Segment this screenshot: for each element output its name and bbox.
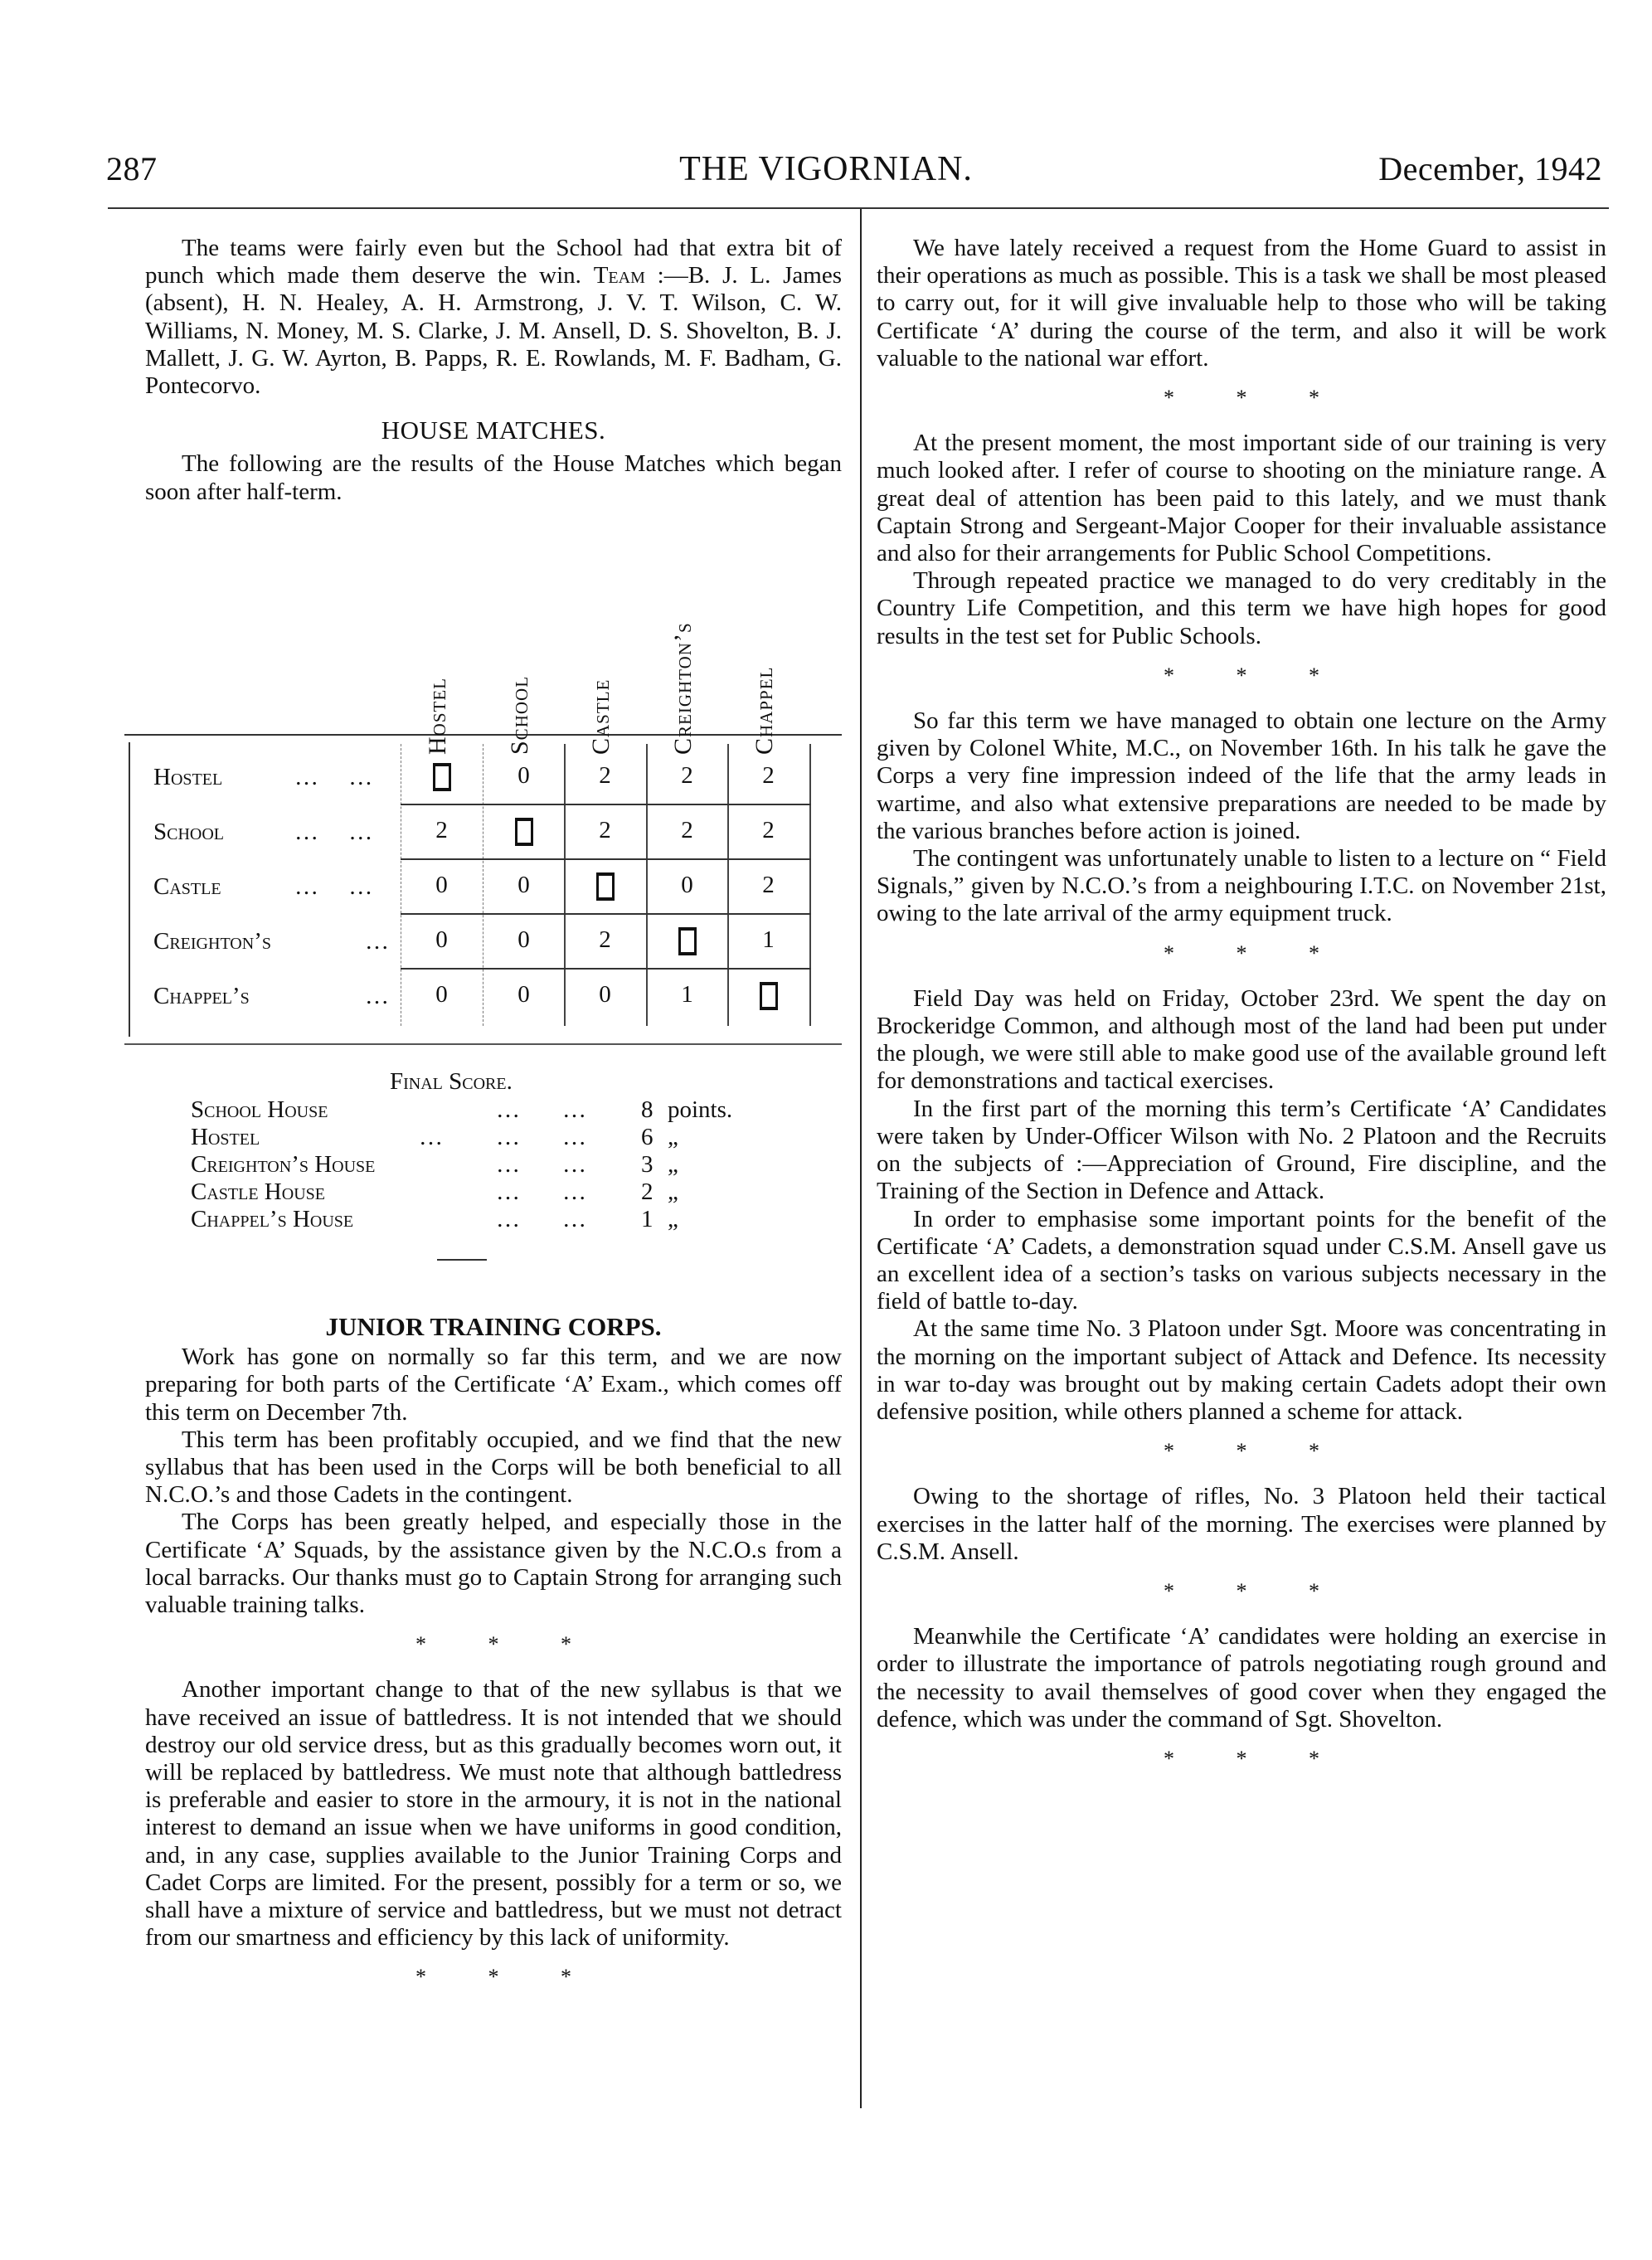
table-row-rule — [401, 968, 811, 970]
points-value: 2 — [641, 1179, 654, 1205]
column-header: School — [505, 675, 533, 755]
score-cell: 0 — [435, 981, 448, 1008]
points-value: 3 — [641, 1151, 654, 1178]
left-column-top — [145, 235, 842, 506]
left-column-jtc — [145, 1298, 842, 2010]
row-label: Creighton’s — [153, 928, 271, 955]
table-row-rule — [401, 913, 811, 915]
leader-dots: … — [496, 1151, 520, 1178]
section-stars: * * * — [415, 1965, 600, 1990]
team-label: Team — [593, 262, 645, 289]
shooting-paragraph: At the present moment, the most important side of our training is very much looked after. I refer of course to shooting on the miniature range. A great deal of attention has been paid to this lately, and we must thank Captain Strong and Sergeant-Major Cooper for their invaluable assistance and also for their arrangements for Public School Competitions. — [877, 430, 1606, 567]
house-matches-table — [124, 543, 842, 1057]
points-value: 6 — [641, 1124, 654, 1150]
score-cell: 2 — [599, 817, 611, 843]
self-match-cell — [497, 817, 551, 846]
section-stars: * * * — [1164, 386, 1348, 411]
column-divider — [860, 209, 862, 2108]
points-value: 8 — [641, 1096, 654, 1123]
rifles-paragraph: Owing to the shortage of rifles, No. 3 Platoon held their tactical exercises in the latter half of the morning. The exercises were planned by C.S.M. Ansell. — [877, 1483, 1606, 1565]
shooting-paragraph: Through repeated practice we managed to do very creditably in the Country Life Competition, and this term we have high hopes for good results in the test set for Public Schools. — [877, 567, 1606, 649]
score-cell: 0 — [681, 872, 693, 898]
section-stars: * * * — [1164, 1746, 1348, 1771]
jtc-paragraph: The Corps has been greatly helped, and especially those in the Certificate ‘A’ Squads, by the assistance given by the N.C.O.s from a local barracks. Our thanks must go to Captain Strong for arranging such valuable training talks. — [145, 1509, 842, 1619]
field-day-paragraph: Field Day was held on Friday, October 23rd. We spent the day on Brockeridge Common, and although most of the land had been put under the plough, we were still able to make good use of the available ground left for demonstrations and tactical exercises. — [877, 984, 1606, 1095]
battledress-paragraph: Another important change to that of the new syllabus is that we have received an issue of battledress. It is not intended that we should destroy our old service dress, but as this gradually becomes worn out, it will be replaced by battledress. We must note that although battledress is preferable and easier to store in the armoury, it is not in the national interest to demand an issue when we have uniforms in good condition, and, in any case, supplies available to the Junior Training Corps and Cadet Corps are limited. For the present, possibly for a term or so, we shall have a mixture of service and battledress, but we must not detract from our smartness and efficiency by this lack of uniformity. — [145, 1676, 842, 1951]
leader-dots: … … — [294, 873, 373, 900]
field-day-paragraph: At the same time No. 3 Platoon under Sgt. Moore was concentrating in the morning on the important subject of Attack and Defence. Its necessity in war to-day was brought out by making certain Cadets adopt their own defensive position, while others planned a scheme for attack. — [877, 1315, 1606, 1425]
box-mark-icon — [760, 982, 778, 1010]
section-separator — [437, 1259, 487, 1261]
score-cell: 2 — [435, 817, 448, 843]
leader-dots: … — [562, 1151, 586, 1178]
team-list: :—B. J. L. James (absent), H. N. Healey, A. H. Armstrong, J. V. T. Wilson, C. W. Williams, N. Money, M. S. Clarke, J. M. Ansell, D. S. Shovelton, B. J. Mallett, J. G. W. Ayrton, B. Papps, R. E. Rowlands, M. F. Badham, G. Pontecorvo. — [145, 262, 842, 400]
column-header: Chappel — [750, 666, 778, 755]
score-cell: 2 — [681, 817, 693, 843]
row-label: School — [153, 819, 225, 845]
column-header: Castle — [586, 678, 615, 755]
table-row-rule — [401, 804, 811, 805]
points-unit: points. — [668, 1096, 733, 1123]
self-match-cell — [415, 762, 469, 791]
section-stars: * * * — [415, 1632, 600, 1657]
row-label: Castle — [153, 873, 221, 900]
house-name: Creighton’s House — [191, 1151, 376, 1178]
publication-title: THE VIGORNIAN. — [679, 150, 973, 188]
jtc-paragraph: This term has been profitably occupied, and we find that the new syllabus that has been used in the Corps will be both beneficial to all N.C.O.’s and those Cadets in the contingent. — [145, 1426, 842, 1509]
box-mark-icon — [433, 763, 451, 791]
issue-date: December, 1942 — [1378, 150, 1602, 187]
home-guard-paragraph: We have lately received a request from the Home Guard to assist in their operations as much as possible. This is a task we shall be most pleased to carry out, for it will give invaluable help to those who will be taking Certificate ‘A’ during the course of the term, and also it will be work valuable to the national war effort. — [877, 235, 1606, 372]
table-left-rule — [129, 742, 130, 1037]
column-header: Hostel — [423, 678, 451, 755]
score-cell: 0 — [517, 872, 530, 898]
leader-dots: … — [562, 1124, 586, 1150]
table-column-rule — [564, 744, 566, 1026]
leader-dots: … — [496, 1124, 520, 1150]
self-match-cell — [741, 981, 796, 1010]
jtc-paragraph: Work has gone on normally so far this term, and we are now preparing for both parts of the Certificate ‘A’ Exam., which comes off this term on December 7th. — [145, 1344, 842, 1426]
leader-dots: … — [496, 1206, 520, 1232]
score-cell: 0 — [517, 926, 530, 953]
points-unit: „ — [668, 1206, 678, 1232]
section-stars: * * * — [1164, 940, 1348, 965]
score-cell: 0 — [435, 872, 448, 898]
header-rule — [108, 207, 1609, 209]
score-cell: 1 — [762, 926, 775, 953]
patrols-paragraph: Meanwhile the Certificate ‘A’ candidates were holding an exercise in order to illustrate the importance of patrols negotiating rough ground and the necessity to avail themselves of good cover when they engaged the defence, which was under the command of Sgt. Shovelton. — [877, 1623, 1606, 1733]
score-cell: 2 — [599, 762, 611, 789]
lecture-paragraph: So far this term we have managed to obtain one lecture on the Army given by Colonel White, M.C., on November 16th. In his talk he gave the Corps a very fine impression indeed of the life that the army leads in wartime, and also what extensive preparations are needed to be made by the various branches before action is joined. — [877, 707, 1606, 844]
table-row-rule — [401, 858, 811, 860]
section-stars: * * * — [1164, 1439, 1348, 1464]
column-header: Creighton’s — [668, 622, 697, 755]
score-cell: 2 — [762, 762, 775, 789]
leader-dots: … — [365, 983, 389, 1009]
self-match-cell — [578, 872, 633, 901]
box-mark-icon — [678, 927, 697, 955]
score-cell: 2 — [762, 872, 775, 898]
points-value: 1 — [641, 1206, 654, 1232]
leader-dots: … — [419, 1124, 443, 1150]
score-cell: 0 — [517, 981, 530, 1008]
score-cell: 0 — [517, 762, 530, 789]
score-cell: 2 — [681, 762, 693, 789]
house-name: Castle House — [191, 1179, 325, 1205]
score-cell: 2 — [599, 926, 611, 953]
points-unit: „ — [668, 1179, 678, 1205]
points-unit: „ — [668, 1124, 678, 1150]
lecture-paragraph: The contingent was unfortunately unable to listen to a lecture on “ Field Signals,” given by N.C.O.’s from a neighbouring I.T.C. on November 21st, owing to the late arrival of the army equipment truck. — [877, 845, 1606, 927]
table-bottom-rule — [124, 1043, 842, 1045]
box-mark-icon — [596, 872, 615, 901]
leader-dots: … … — [294, 819, 373, 845]
self-match-cell — [660, 926, 715, 955]
row-label: Hostel — [153, 764, 223, 790]
leader-dots: … — [562, 1096, 586, 1123]
table-column-rule — [646, 744, 648, 1026]
jtc-heading: JUNIOR TRAINING CORPS. — [325, 1312, 662, 1341]
score-cell: 1 — [681, 981, 693, 1008]
leader-dots: … — [562, 1206, 586, 1232]
table-column-rule — [727, 744, 729, 1026]
section-stars: * * * — [1164, 1578, 1348, 1603]
final-score-title: Final Score. — [390, 1068, 513, 1095]
leader-dots: … … — [294, 764, 373, 790]
table-column-rule — [809, 744, 811, 1026]
match-report-paragraph: The teams were fairly even but the School had that extra bit of punch which made them deserve the win. Team :—B. J. L. James (absent), H. N. Healey, A. H. Armstrong, J. V. T. Wilson, C. W. Williams, N. Money, M. S. Clarke, J. M. Ansell, D. S. Shovelton, B. J. Mallett, J. G. W. Ayrton, B. Papps, R. E. Rowlands, M. F. Badham, G. Pontecorvo. — [145, 235, 842, 400]
leader-dots: … — [496, 1096, 520, 1123]
leader-dots: … — [496, 1179, 520, 1205]
field-day-paragraph: In order to emphasise some important points for the benefit of the Certificate ‘A’ Cadets, a demonstration squad under C.S.M. Ansell gave us an excellent idea of a section’s tasks on various subjects necessary in the field of battle to-day. — [877, 1205, 1606, 1315]
house-matches-intro: The following are the results of the House Matches which began soon after half-term. — [145, 450, 842, 505]
page-number: 287 — [106, 150, 158, 187]
house-name: Hostel — [191, 1124, 260, 1150]
table-top-rule — [124, 734, 842, 736]
score-cell: 2 — [762, 817, 775, 843]
box-mark-icon — [515, 818, 533, 846]
field-day-paragraph: In the first part of the morning this term’s Certificate ‘A’ Candidates were taken by Under-Officer Wilson with No. 2 Platoon and the Recruits on the subjects of :—Appreciation of Ground, Fire discipline, and the Training of the Section in Defence and Attack. — [877, 1095, 1606, 1205]
leader-dots: … — [365, 928, 389, 955]
score-cell: 0 — [435, 926, 448, 953]
row-label: Chappel’s — [153, 983, 250, 1009]
house-matches-heading: HOUSE MATCHES. — [381, 416, 606, 445]
leader-dots: … — [562, 1179, 586, 1205]
section-stars: * * * — [1164, 663, 1348, 688]
score-cell: 0 — [599, 981, 611, 1008]
house-name: School House — [191, 1096, 328, 1123]
right-column — [877, 235, 1606, 1791]
points-unit: „ — [668, 1151, 678, 1178]
house-name: Chappel’s House — [191, 1206, 354, 1232]
